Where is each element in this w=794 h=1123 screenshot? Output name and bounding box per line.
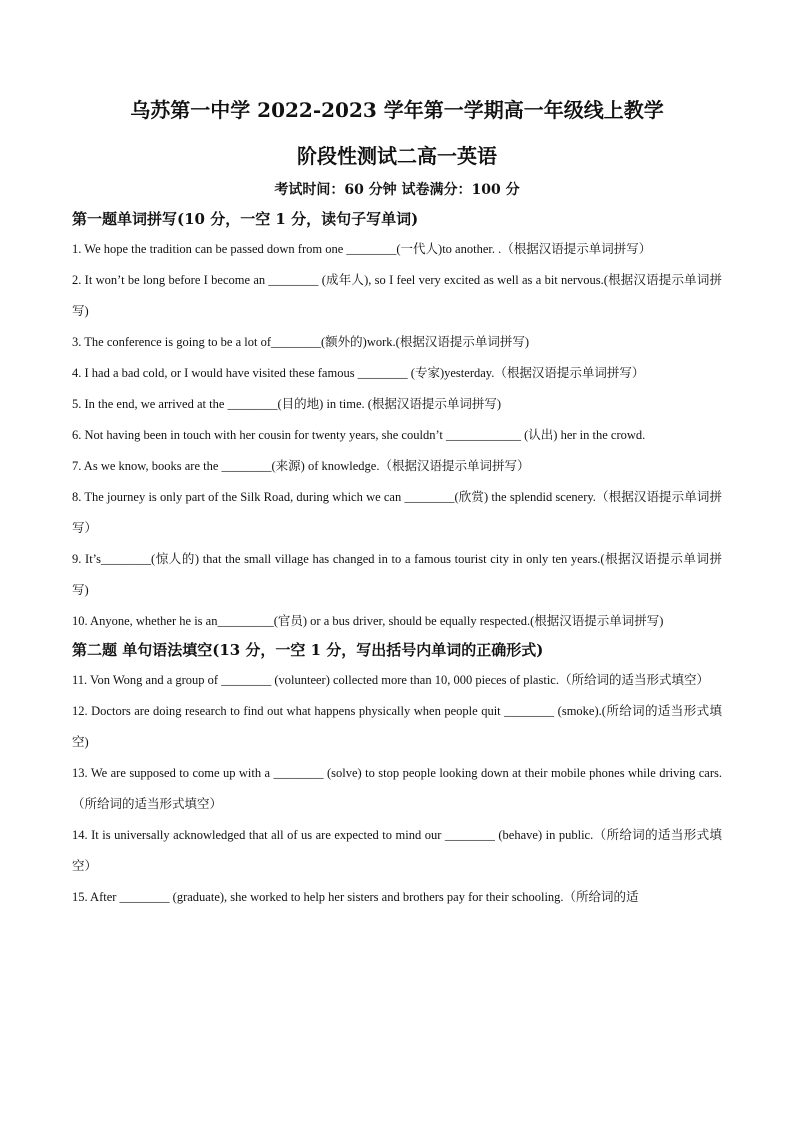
exam-info: 考试时间：60 分钟 试卷满分：100 分 — [274, 182, 520, 198]
question-3: 3. The conference is going to be a lot of________(额外的)work.(根据汉语提示单词拼写) — [72, 335, 529, 349]
question-11: 11. Von Wong and a group of ________ (volunteer) collected more than 10, 000 pieces of plastic.（所给词的适当形式填空） — [72, 673, 709, 687]
question-15: 15. After ________ (graduate), she worked to help her sisters and brothers pay for their schooling.（所给词的适 — [72, 890, 639, 904]
question-1: 1. We hope the tradition can be passed down from one ________(一代人)to another. .（根据汉语提示单词拼写） — [72, 242, 652, 256]
document-title-line2: 阶段性测试二高一英语 — [297, 144, 497, 168]
question-9: 9. It’s________(惊人的) that the small village has changed in to a famous tourist city in only ten years.(根据汉语提示单词拼写) — [72, 552, 722, 597]
question-5: 5. In the end, we arrived at the ________(目的地) in time. (根据汉语提示单词拼写) — [72, 397, 502, 411]
section2-heading: 第二题 单句语法填空(13 分，一空 1 分，写出括号内单词的正确形式) — [72, 641, 544, 659]
question-4: 4. I had a bad cold, or I would have visited these famous ________ (专家)yesterday.（根据汉语提示单词拼写） — [72, 366, 645, 380]
question-12: 12. Doctors are doing research to find out what happens physically when people quit ________ (smoke).(所给词的适当形式填空) — [72, 704, 722, 749]
question-13: 13. We are supposed to come up with a ________ (solve) to stop people looking down at their mobile phones while driving cars.（所给词的适当形式填空） — [72, 766, 722, 811]
question-6: 6. Not having been in touch with her cousin for twenty years, she couldn’t ____________ (认出) her in the crowd. — [72, 428, 646, 442]
question-14: 14. It is universally acknowledged that all of us are expected to mind our ________ (behave) in public.（所给词的适当形式填空） — [72, 828, 722, 873]
question-10: 10. Anyone, whether he is an_________(官员) or a bus driver, should be equally respected.(根据汉语提示单词拼写) — [72, 614, 664, 628]
question-2: 2. It won’t be long before I become an ________ (成年人), so I feel very excited as well as a bit nervous.(根据汉语提示单词拼写) — [72, 273, 722, 318]
question-7: 7. As we know, books are the ________(来源) of knowledge.（根据汉语提示单词拼写） — [72, 459, 530, 473]
section1-heading: 第一题单词拼写(10 分，一空 1 分，读句子写单词) — [72, 210, 419, 228]
question-8: 8. The journey is only part of the Silk Road, during which we can ________(欣赏) the splendid scenery.（根据汉语提示单词拼写） — [72, 490, 722, 535]
document-title-line1: 乌苏第一中学 2022-2023 学年第一学期高一年级线上教学 — [130, 98, 664, 122]
